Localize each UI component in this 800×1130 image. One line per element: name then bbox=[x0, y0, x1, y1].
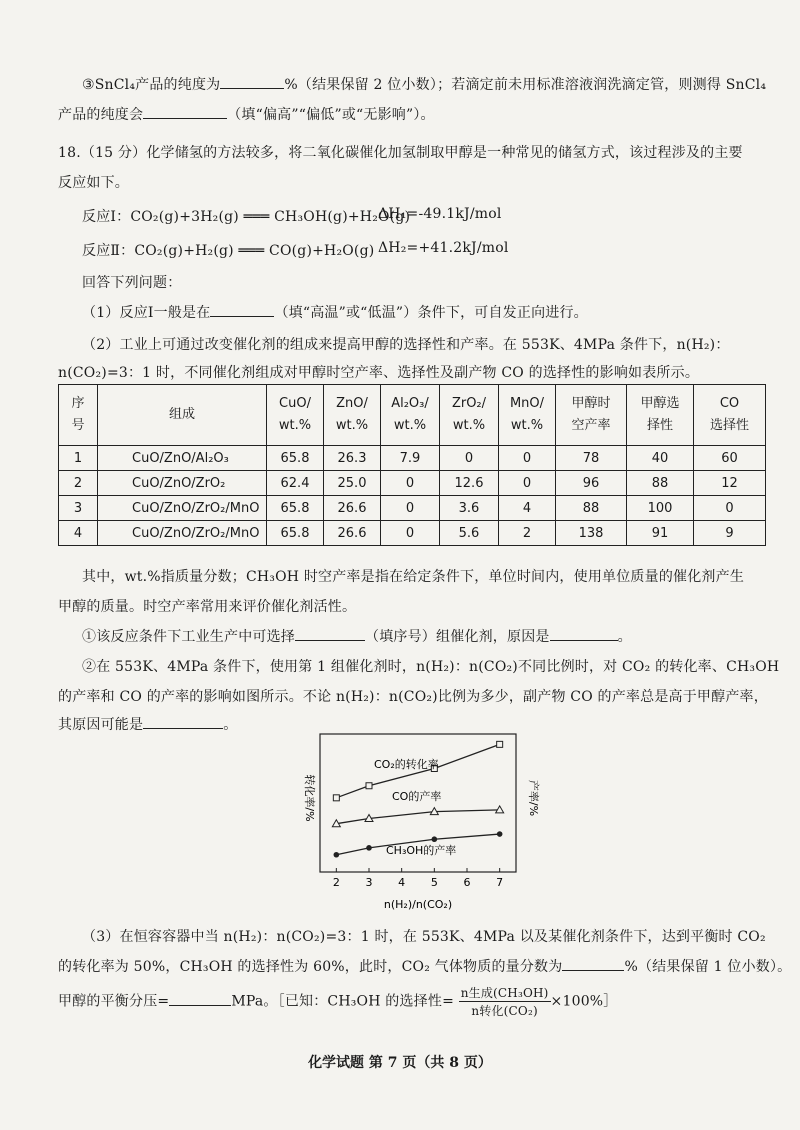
x-tick-label: 6 bbox=[463, 876, 471, 889]
text: 其原因可能是 bbox=[58, 717, 144, 733]
table-row bbox=[59, 496, 766, 521]
series-label-co: CO的产率 bbox=[392, 790, 442, 803]
header-cell bbox=[440, 385, 499, 446]
table-row bbox=[59, 521, 766, 546]
header-cell bbox=[381, 385, 440, 446]
hdr-text: 号 bbox=[71, 418, 85, 433]
table-cell: CuO/ZnO/ZrO₂/MnO bbox=[98, 521, 267, 546]
header-cell bbox=[98, 385, 267, 446]
text: 。 bbox=[617, 629, 632, 645]
table-cell: 26.6 bbox=[324, 496, 381, 521]
table-cell: 65.8 bbox=[267, 446, 324, 471]
header-cell bbox=[59, 385, 98, 446]
hdr-text: wt.% bbox=[452, 418, 486, 433]
hdr-text: wt.% bbox=[278, 418, 312, 433]
hdr-text: 选择性 bbox=[709, 418, 749, 433]
fraction-denominator: n转化(CO₂) bbox=[471, 1004, 538, 1018]
table-cell: 0 bbox=[381, 521, 440, 546]
hdr-text: wt.% bbox=[510, 418, 544, 433]
table-cell: 0 bbox=[499, 471, 556, 496]
table-cell: 91 bbox=[627, 521, 694, 546]
answer-blank[interactable] bbox=[143, 714, 223, 729]
reaction-1-equation: 反应Ⅰ：CO₂(g)+3H₂(g) ═══ CH₃OH(g)+H₂O(g) bbox=[82, 209, 411, 225]
text: （填“偏高”“偏低”或“无影响”）。 bbox=[227, 107, 435, 123]
header-cell bbox=[267, 385, 324, 446]
table-cell: 138 bbox=[556, 521, 627, 546]
table-cell: 26.6 bbox=[324, 521, 381, 546]
hdr-text: 甲醇选 bbox=[640, 396, 680, 411]
table-cell: CuO/ZnO/ZrO₂/MnO bbox=[98, 496, 267, 521]
table-cell: 0 bbox=[694, 496, 766, 521]
fraction-numerator: n生成(CH₃OH) bbox=[460, 986, 549, 1000]
series-label-co2: CO₂的转化率 bbox=[374, 758, 439, 771]
table-cell: CuO/ZnO/ZrO₂ bbox=[98, 471, 267, 496]
table-cell: 12 bbox=[694, 471, 766, 496]
answer-blank[interactable] bbox=[295, 626, 365, 641]
hdr-text: ZrO₂/ bbox=[451, 396, 487, 411]
x-axis-label: n(H₂)/n(CO₂) bbox=[383, 898, 453, 911]
table-row bbox=[59, 471, 766, 496]
data-point-square bbox=[497, 741, 503, 747]
answer-blank[interactable] bbox=[562, 956, 624, 971]
hdr-text: 序 bbox=[71, 396, 85, 411]
table-cell: 9 bbox=[694, 521, 766, 546]
hdr-text: Al₂O₃/ bbox=[391, 396, 429, 411]
part-2-line-1: （2）工业上可通过改变催化剂的组成来提高甲醇的选择性和产率。在 553K、4MPa 条件下，n(H₂)： bbox=[82, 337, 730, 353]
text: 的转化率为 50%，CH₃OH 的选择性为 60%，此时，CO₂ 气体物质的量分数为 bbox=[58, 959, 563, 975]
table-cell: 4 bbox=[499, 496, 556, 521]
reaction-2 bbox=[82, 240, 509, 260]
text: （1）反应Ⅰ一般是在 bbox=[82, 305, 211, 321]
table-cell: 88 bbox=[556, 496, 627, 521]
hdr-text: 空产率 bbox=[571, 418, 611, 433]
x-tick-label: 4 bbox=[398, 876, 406, 889]
hdr-text: 组成 bbox=[168, 407, 195, 422]
reaction-2-equation: 反应Ⅱ：CO₂(g)+H₂(g) ═══ CO(g)+H₂O(g) bbox=[82, 243, 375, 259]
text: 产品的纯度会 bbox=[58, 107, 144, 123]
data-point-square bbox=[366, 783, 372, 789]
table-cell: 7.9 bbox=[381, 446, 440, 471]
reaction-1-enthalpy: ΔH₁=-49.1kJ/mol bbox=[378, 206, 502, 222]
part-1 bbox=[82, 302, 588, 322]
catalyst-table bbox=[58, 384, 766, 546]
text: ③SnCl₄产品的纯度为 bbox=[82, 77, 221, 93]
table-row bbox=[59, 446, 766, 471]
header-cell bbox=[324, 385, 381, 446]
hdr-text: wt.% bbox=[393, 418, 427, 433]
reaction-2-enthalpy: ΔH₂=+41.2kJ/mol bbox=[378, 240, 509, 256]
answer-prompt: 回答下列问题： bbox=[82, 275, 182, 291]
table-cell: 12.6 bbox=[440, 471, 499, 496]
table-cell: 0 bbox=[381, 471, 440, 496]
note-line-1: 其中，wt.%指质量分数；CH₃OH 时空产率是指在给定条件下，单位时间内，使用单位质量的催化剂产生 bbox=[82, 569, 745, 585]
sub-question-2-line-2: 的产率和 CO 的产率的影响如图所示。不论 n(H₂)：n(CO₂)比例为多少，副产物 CO 的产率总是高于甲醇产率， bbox=[58, 689, 768, 705]
data-point-square bbox=[333, 795, 339, 801]
header-cell bbox=[627, 385, 694, 446]
text: %（结果保留 1 位小数）。 bbox=[624, 959, 792, 975]
series-label-ch3oh: CH₃OH的产率 bbox=[386, 844, 457, 857]
note-line-2: 甲醇的质量。时空产率常用来评价催化剂活性。 bbox=[58, 599, 357, 615]
answer-blank[interactable] bbox=[143, 104, 227, 119]
table-cell: 40 bbox=[627, 446, 694, 471]
table-header-row bbox=[59, 385, 766, 446]
header-cell bbox=[556, 385, 627, 446]
table-cell: 100 bbox=[627, 496, 694, 521]
data-point-circle bbox=[432, 836, 438, 842]
table-cell: 5.6 bbox=[440, 521, 499, 546]
sub-question-1 bbox=[82, 626, 632, 646]
y-axis-left-label: 转化率/% bbox=[303, 774, 316, 822]
x-tick-label: 3 bbox=[365, 876, 373, 889]
table-cell: 62.4 bbox=[267, 471, 324, 496]
answer-blank[interactable] bbox=[220, 74, 284, 89]
part-3-line-3 bbox=[58, 984, 618, 1019]
part-3-line-2 bbox=[58, 956, 791, 976]
x-tick-label: 5 bbox=[430, 876, 438, 889]
answer-blank[interactable] bbox=[169, 991, 231, 1006]
table-cell: 25.0 bbox=[324, 471, 381, 496]
selectivity-fraction bbox=[459, 984, 551, 1019]
answer-blank[interactable] bbox=[550, 626, 618, 641]
text: %（结果保留 2 位小数）；若滴定前未用标准溶液润洗滴定管，则测得 SnCl₄ bbox=[284, 77, 767, 93]
hdr-text: 甲醇时 bbox=[571, 396, 611, 411]
x-tick-label: 7 bbox=[496, 876, 504, 889]
sub-question-2-line-3 bbox=[58, 714, 237, 734]
q17-effect-line bbox=[58, 104, 435, 124]
table-cell: 1 bbox=[59, 446, 98, 471]
table-cell: 4 bbox=[59, 521, 98, 546]
conversion-yield-chart bbox=[290, 728, 540, 914]
table-cell: 65.8 bbox=[267, 496, 324, 521]
text: ×100%］ bbox=[550, 993, 618, 1010]
header-cell bbox=[499, 385, 556, 446]
table-cell: 96 bbox=[556, 471, 627, 496]
table-cell: 65.8 bbox=[267, 521, 324, 546]
text: ①该反应条件下工业生产中可选择 bbox=[82, 629, 295, 645]
answer-blank[interactable] bbox=[210, 302, 274, 317]
text: （填序号）组催化剂，原因是 bbox=[365, 629, 550, 645]
table-cell: 0 bbox=[381, 496, 440, 521]
part-2-line-2: n(CO₂)=3：1 时，不同催化剂组成对甲醇时空产率、选择性及副产物 CO 的选择性的影响如表所示。 bbox=[58, 365, 700, 381]
reaction-1 bbox=[82, 206, 502, 226]
header-cell bbox=[694, 385, 766, 446]
text: MPa。［已知：CH₃OH 的选择性= bbox=[231, 993, 455, 1010]
q17-purity-line bbox=[82, 74, 766, 94]
table-cell: 3 bbox=[59, 496, 98, 521]
table-cell: CuO/ZnO/Al₂O₃ bbox=[98, 446, 267, 471]
hdr-text: ZnO/ bbox=[336, 396, 368, 411]
hdr-text: 择性 bbox=[646, 418, 673, 433]
table-cell: 26.3 bbox=[324, 446, 381, 471]
hdr-text: MnO/ bbox=[509, 396, 545, 411]
data-point-circle bbox=[366, 845, 372, 851]
series-line-1 bbox=[336, 810, 499, 824]
data-point-circle bbox=[497, 831, 503, 837]
text: 甲醇的平衡分压= bbox=[58, 993, 170, 1010]
page-footer: 化学试题 第 7 页（共 8 页） bbox=[308, 1055, 492, 1071]
table-cell: 60 bbox=[694, 446, 766, 471]
hdr-text: CuO/ bbox=[279, 396, 311, 411]
x-tick-label: 2 bbox=[332, 876, 340, 889]
q18-intro-2: 反应如下。 bbox=[58, 175, 129, 191]
sub-question-2-line-1: ②在 553K、4MPa 条件下，使用第 1 组催化剂时，n(H₂)：n(CO₂)不同比例时，对 CO₂ 的转化率、CH₃OH bbox=[82, 659, 780, 675]
table-cell: 3.6 bbox=[440, 496, 499, 521]
part-3-line-1: （3）在恒容容器中当 n(H₂)：n(CO₂)=3：1 时，在 553K、4MPa 以及某催化剂条件下，达到平衡时 CO₂ bbox=[82, 929, 766, 945]
table-cell: 0 bbox=[440, 446, 499, 471]
table-cell: 2 bbox=[59, 471, 98, 496]
table-cell: 78 bbox=[556, 446, 627, 471]
text: 。 bbox=[223, 717, 238, 733]
hdr-text: wt.% bbox=[335, 418, 369, 433]
q18-intro-1: 18.（15 分）化学储氢的方法较多，将二氧化碳催化加氢制取甲醇是一种常见的储氢方式，该过程涉及的主要 bbox=[58, 145, 743, 161]
table-cell: 2 bbox=[499, 521, 556, 546]
table-cell: 0 bbox=[499, 446, 556, 471]
text: （填“高温”或“低温”）条件下，可自发正向进行。 bbox=[274, 305, 588, 321]
data-point-circle bbox=[334, 852, 340, 858]
hdr-text: CO bbox=[719, 396, 740, 411]
x-ticks bbox=[333, 868, 503, 889]
table-cell: 88 bbox=[627, 471, 694, 496]
y-axis-right-label: 产率/% bbox=[527, 779, 540, 817]
